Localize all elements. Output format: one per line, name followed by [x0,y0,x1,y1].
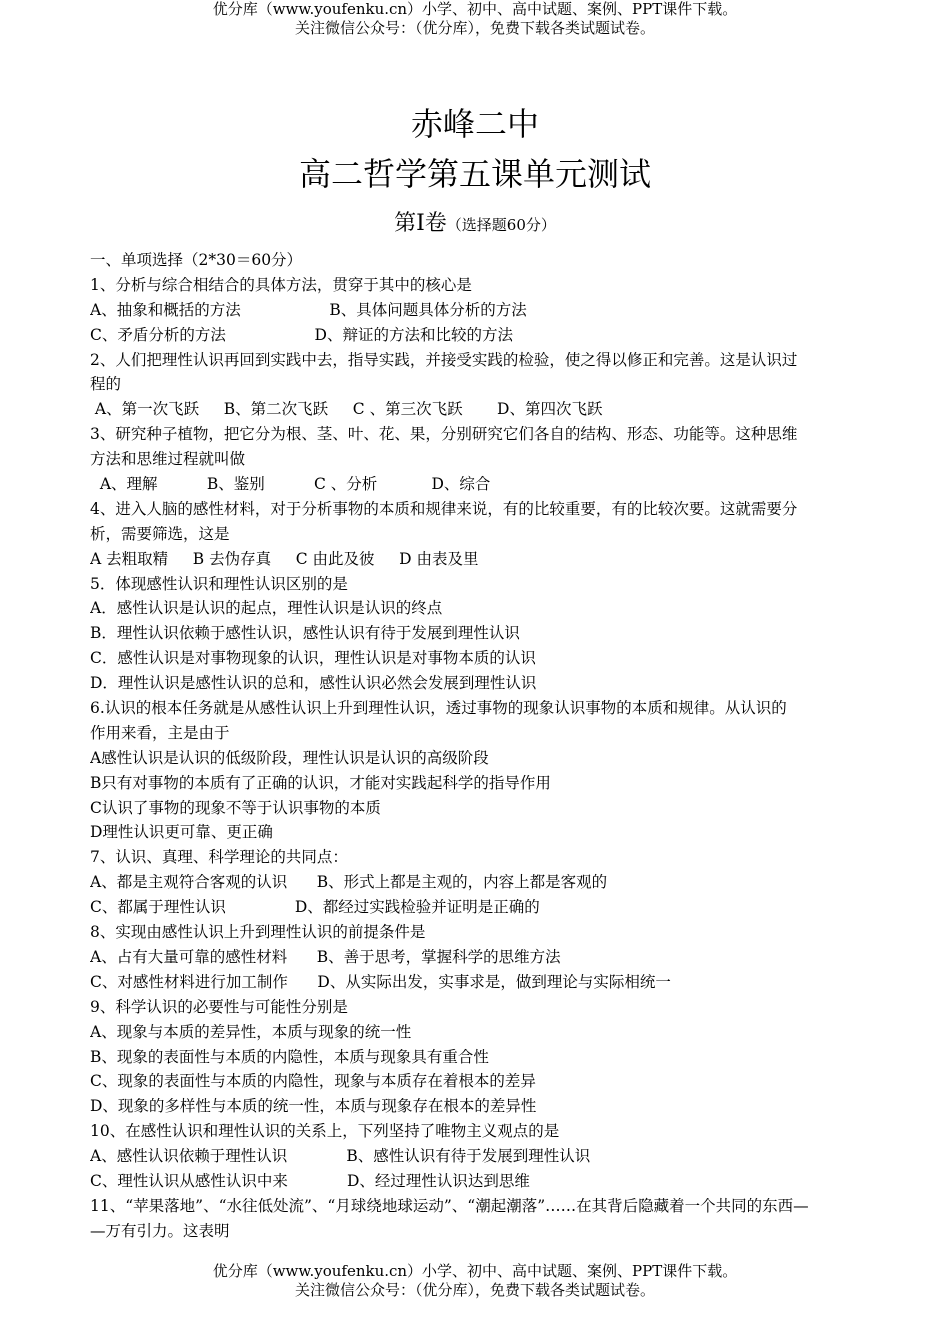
text-line: C认识了事物的现象不等于认识事物的本质 [90,798,381,817]
text-line: 4、进入人脑的感性材料，对于分析事物的本质和规律来说，有的比较重要，有的比较次要。这就需要分 [90,499,798,518]
text-line: C、现象的表面性与本质的内隐性，现象与本质存在着根本的差异 [90,1072,536,1091]
part-note: （选择题60分） [446,216,556,234]
text-line: B、现象的表面性与本质的内隐性，本质与现象具有重合性 [90,1047,489,1066]
text-line: C、理性认识从感性认识中来 D、经过理性认识达到思维 [90,1171,530,1190]
text-line: 10、在感性认识和理性认识的关系上，下列坚持了唯物主义观点的是 [90,1122,560,1141]
text-line: A．感性认识是认识的起点，理性认识是认识的终点 [90,599,443,618]
footer-line-1: 优分库（www.youfenku.cn）小学、初中、高中试题、案例、PPT课件下载。 [212,1262,738,1280]
text-line: 3、研究种子植物，把它分为根、茎、叶、花、果，分别研究它们各自的结构、形态、功能等。这种思维 [90,425,798,444]
text-line: A、第一次飞跃 B、第二次飞跃 C 、第三次飞跃 D、第四次飞跃 [90,400,603,419]
header-line-1: 优分库（www.youfenku.cn）小学、初中、高中试题、案例、PPT课件下载。 [212,0,738,18]
text-line: 析，需要筛选，这是 [90,524,230,543]
footer-line-2: 关注微信公众号：（优分库），免费下载各类试题试卷。 [294,1281,655,1299]
text-line: 程的 [90,375,122,394]
text-line: D理性认识更可靠、更正确 [90,823,273,842]
text-line: A、占有大量可靠的感性材料 B、善于思考，掌握科学的思维方法 [90,947,561,966]
text-line: C、矛盾分析的方法 D、辩证的方法和比较的方法 [90,325,513,344]
text-line: C．感性认识是对事物现象的认识，理性认识是对事物本质的认识 [90,649,536,668]
exam-title: 高二哲学第五课单元测试 [298,155,651,193]
part-heading [0,206,950,243]
text-line: A、感性认识依赖于理性认识 B、感性认识有待于发展到理性认识 [90,1147,591,1166]
part-main: 第Ⅰ卷 [394,211,447,236]
text-line: D、现象的多样性与本质的统一性，本质与现象存在根本的差异性 [90,1097,537,1116]
text-line: 作用来看，主是由于 [90,723,230,742]
text-line: A、现象与本质的差异性，本质与现象的统一性 [90,1022,412,1041]
page-footer [0,1262,950,1300]
text-line: 6.认识的根本任务就是从感性认识上升到理性认识，透过事物的现象认识事物的本质和规律。从认识的 [90,699,787,718]
text-line: 2、人们把理性认识再回到实践中去，指导实践，并接受实践的检验，使之得以修正和完善。这是认识过 [90,350,798,369]
text-line: A、抽象和概括的方法 B、具体问题具体分析的方法 [90,300,527,319]
text-line: A感性认识是认识的低级阶段，理性认识是认识的高级阶段 [90,748,489,767]
text-line: B．理性认识依赖于感性认识，感性认识有待于发展到理性认识 [90,624,520,643]
text-line: B只有对事物的本质有了正确的认识，才能对实践起科学的指导作用 [90,773,551,792]
text-line: 7、认识、真理、科学理论的共同点： [90,848,348,867]
header-line-2: 关注微信公众号：（优分库），免费下载各类试题试卷。 [294,19,655,37]
text-line: —万有引力。这表明 [90,1221,230,1240]
text-line: A、都是主观符合客观的认识 B、形式上都是主观的，内容上都是客观的 [90,873,608,892]
page-header [0,0,950,38]
text-line: C、对感性材料进行加工制作 D、从实际出发，实事求是，做到理论与实际相统一 [90,972,671,991]
school-title: 赤峰二中 [410,105,539,143]
text-line: 方法和思维过程就叫做 [90,450,246,469]
text-line: D．理性认识是感性认识的总和，感性认识必然会发展到理性认识 [90,674,537,693]
text-line: 9、科学认识的必要性与可能性分别是 [90,997,348,1016]
text-line: C、都属于理性认识 D、都经过实践检验并证明是正确的 [90,898,540,917]
text-line: 5．体现感性认识和理性认识区别的是 [90,574,348,593]
text-line: 一、单项选择（2*30＝60分） [90,251,303,269]
text-line: 11、“苹果落地”、“水往低处流”、“月球绕地球运动”、“潮起潮落”……在其背后隐藏着一个共同的东西— [90,1196,809,1215]
text-line: 8、实现由感性认识上升到理性认识的前提条件是 [90,923,426,942]
text-line: 1、分析与综合相结合的具体方法，贯穿于其中的核心是 [90,275,472,294]
text-line: A、理解 B、鉴别 C 、分析 D、综合 [90,475,491,494]
question-body [90,248,860,1244]
text-line: A 去粗取精 B 去伪存真 C 由此及彼 D 由表及里 [90,549,479,568]
